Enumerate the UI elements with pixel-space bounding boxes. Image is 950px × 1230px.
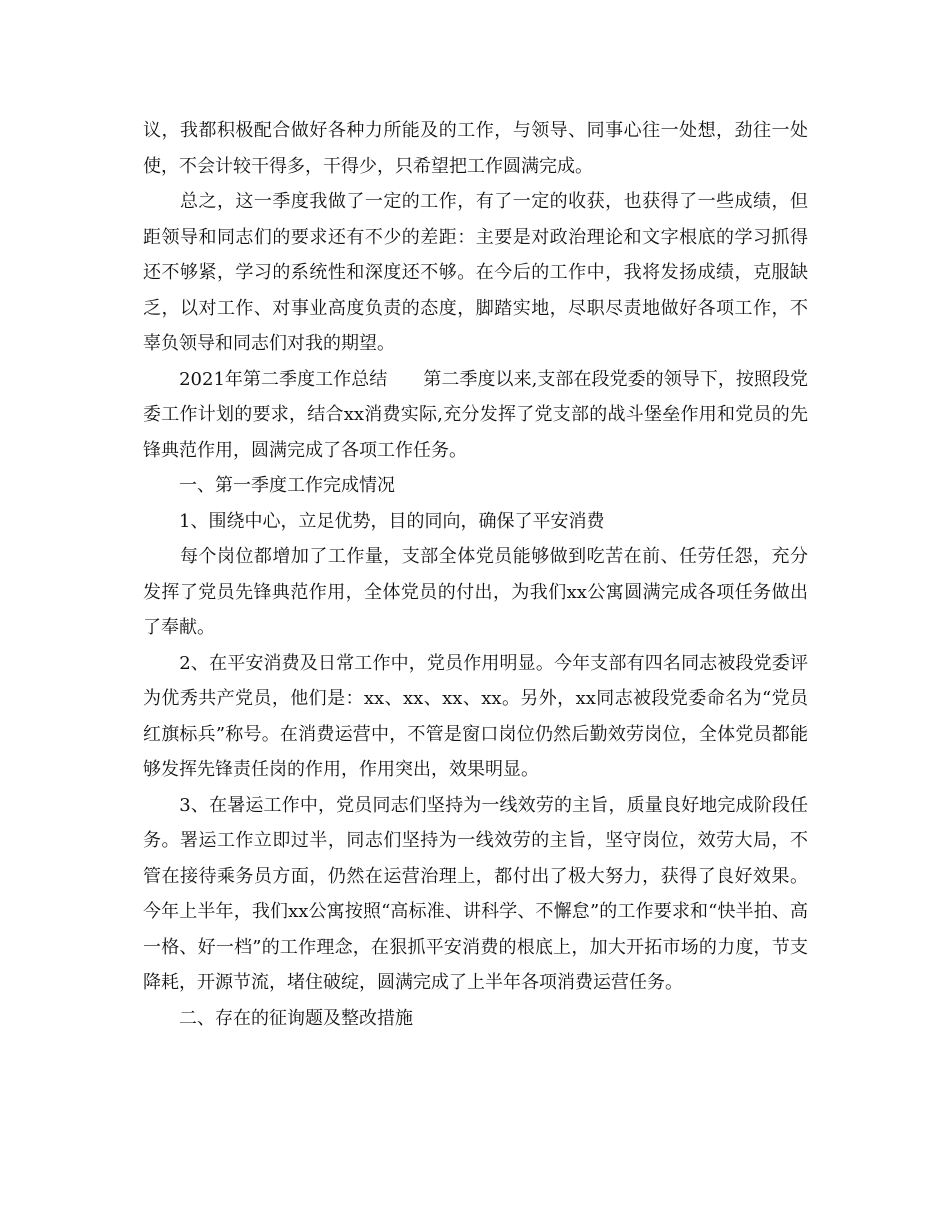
document-body [143, 113, 808, 1036]
paragraph-point-2: 2、在平安消费及日常工作中，党员作用明显。今年支部有四名同志被段党委评为优秀共产党员，他们是：xx、xx、xx、xx。另外，xx同志被段党委命名为“党员红旗标兵”称号。在消费运营中，不管是窗口岗位仍然后勤效劳岗位，全体党员都能够发挥先锋责任岗的作用，作用突出，效果明显。 [143, 652, 808, 780]
paragraph-point-3: 3、在暑运工作中，党员同志们坚持为一线效劳的主旨，质量良好地完成阶段任务。署运工作立即过半，同志们坚持为一线效劳的主旨，坚守岗位，效劳大局，不管在接待乘务员方面，仍然在运营治理上，都付出了极大努力，获得了良好效果。今年上半年，我们xx公寓按照“高标准、讲科学、不懈怠”的工作要求和“快半拍、高一格、好一档”的工作理念，在狠抓平安消费的根底上，加大开拓市场的力度，节支降耗，开源节流，堵住破绽，圆满完成了上半年各项消费运营任务。 [143, 794, 808, 993]
paragraph-continuation: 议，我都积极配合做好各种力所能及的工作，与领导、同事心往一处想，劲往一处使，不会计较干得多，干得少，只希望把工作圆满完成。 [143, 120, 808, 177]
subsection-heading-1: 1、围绕中心，立足优势，目的同向，确保了平安消费 [143, 510, 605, 532]
paragraph-q2-intro: 2021年第二季度工作总结 第二季度以来,支部在段党委的领导下，按照段党委工作计划的要求，结合xx消费实际,充分发挥了党支部的战斗堡垒作用和党员的先锋典范作用，圆满完成了各项工作任务。 [143, 368, 808, 461]
paragraph-workload: 每个岗位都增加了工作量，支部全体党员能够做到吃苦在前、任劳任怨，充分发挥了党员先锋典范作用，全体党员的付出，为我们xx公寓圆满完成各项任务做出了奉献。 [143, 546, 808, 638]
paragraph-summary: 总之，这一季度我做了一定的工作，有了一定的收获，也获得了一些成绩，但距领导和同志们的要求还有不少的差距：主要是对政治理论和文字根底的学习抓得还不够紧，学习的系统性和深度还不够。在今后的工作中，我将发扬成绩，克服缺乏，以对工作、对事业高度负责的态度，脚踏实地，尽职尽责地做好各项工作，不辜负领导和同志们对我的期望。 [143, 191, 808, 354]
section-heading-2: 二、存在的征询题及整改措施 [143, 1007, 413, 1029]
section-heading-1: 一、第一季度工作完成情况 [143, 475, 395, 496]
